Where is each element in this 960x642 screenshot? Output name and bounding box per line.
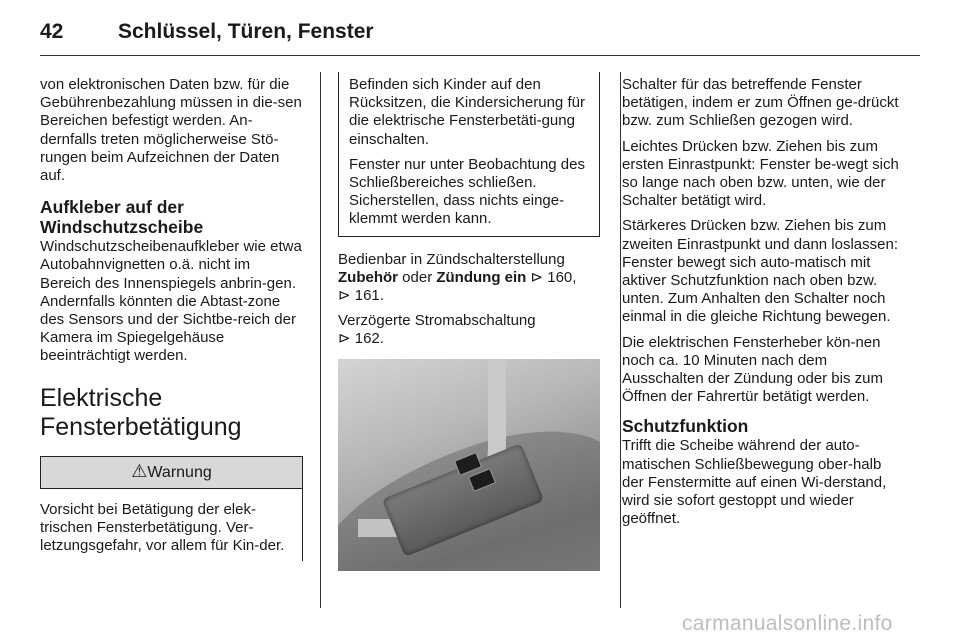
note-paragraph-1: Befinden sich Kinder auf den Rücksitzen, die Kindersicherung für die elektrische Fensterbetäti-gung einschalten. [349,76,585,148]
warning-text: Vorsicht bei Betätigung der elek-trischen Fensterbetätigung. Ver-letzungsgefahr, vor allem für Kin-der. [40,500,285,555]
after-ignition-paragraph: Die elektrischen Fensterheber kön-nen noch ca. 10 Minuten nach dem Ausschalten der Zündung oder bis zum Öffnen der Fahrertür betätigt werden. [622,333,883,406]
page-header [40,18,920,48]
warning-body [40,489,303,562]
sticker-heading: Aufkleber auf der Windschutzscheibe [40,197,204,238]
delay-paragraph: Verzögerte Stromabschaltung ⊳ 162. [338,312,536,348]
page-ref-160[interactable]: ⊳ 160, [526,268,577,286]
warning-icon: ⚠ [131,460,148,481]
sticker-paragraph: Windschutzscheibenaufkleber wie etwa Autobahnvignetten o.ä. nicht im Bereich des Innenspiegels anbrin-gen. Andernfalls könnten die Abtast-zone des Sensors und der Sichtbe-reich der Kamera im Spiegelgehäuse beeinträchtigt werden. [40,238,302,365]
column-divider-2 [620,72,621,608]
ignition-accessory: Zubehör [338,268,398,286]
watermark: carmanualsonline.info [682,612,893,635]
column-3 [622,76,902,535]
page-ref-161[interactable]: ⊳ 161. [338,287,384,305]
window-switch-photo [338,359,600,571]
warning-continued-box [338,72,600,237]
protection-paragraph: Trifft die Scheibe während der auto-matischen Schließbewegung ober-halb der Fenstermitte auf einen Wi-derstand, wird sie sofort gestoppt und wieder geöffnet. [622,437,887,528]
column-divider-1 [320,72,321,608]
column-1 [40,76,303,561]
ignition-on: Zündung ein [436,268,527,286]
paragraph-continued: von elektronischen Daten bzw. für die Gebührenbezahlung müssen in die-sen Bereichen befestigt werden. An-dernfalls treten möglicherweise Stö-rungen beim Aufzeichnen der Daten auf. [40,76,302,185]
page-number: 42 [40,20,64,43]
chapter-title: Schlüssel, Türen, Fenster [118,20,374,43]
strong-press-paragraph: Stärkeres Drücken bzw. Ziehen bis zum zweiten Einrastpunkt und dann loslassen: Fenster bewegt sich auto-matisch mit aktiver Schutzfunktion nach oben bzw. unten. Zum Anhalten den Schalter noch einmal in die gleiche Richtung bewegen. [622,217,899,326]
warning-box [40,456,303,489]
header-rule [40,55,920,56]
note-paragraph-2: Fenster nur unter Beobachtung des Schließbereiches schließen. Sicherstellen, dass nichts einge-klemmt werden kann. [349,155,585,228]
protection-heading: Schutzfunktion [622,416,749,437]
page-ref-162[interactable]: ⊳ 162. [338,330,384,348]
ignition-paragraph: Bedienbar in Zündschalterstellung Zubehör oder Zündung ein ⊳ 160, ⊳ 161. [338,250,577,305]
warning-header [41,457,302,489]
warning-label: Warnung [147,463,212,481]
light-press-paragraph: Leichtes Drücken bzw. Ziehen bis zum ersten Einrastpunkt: Fenster be-wegt sich so lange nach oben bzw. unten, wie der Schalter betätigt wird. [622,137,899,210]
section-heading: Elektrische Fensterbetätigung [40,383,242,441]
switch-paragraph: Schalter für das betreffende Fenster betätigen, indem er zum Öffnen ge-drückt bzw. zum Schließen gezogen wird. [622,76,899,130]
column-2 [338,76,600,571]
